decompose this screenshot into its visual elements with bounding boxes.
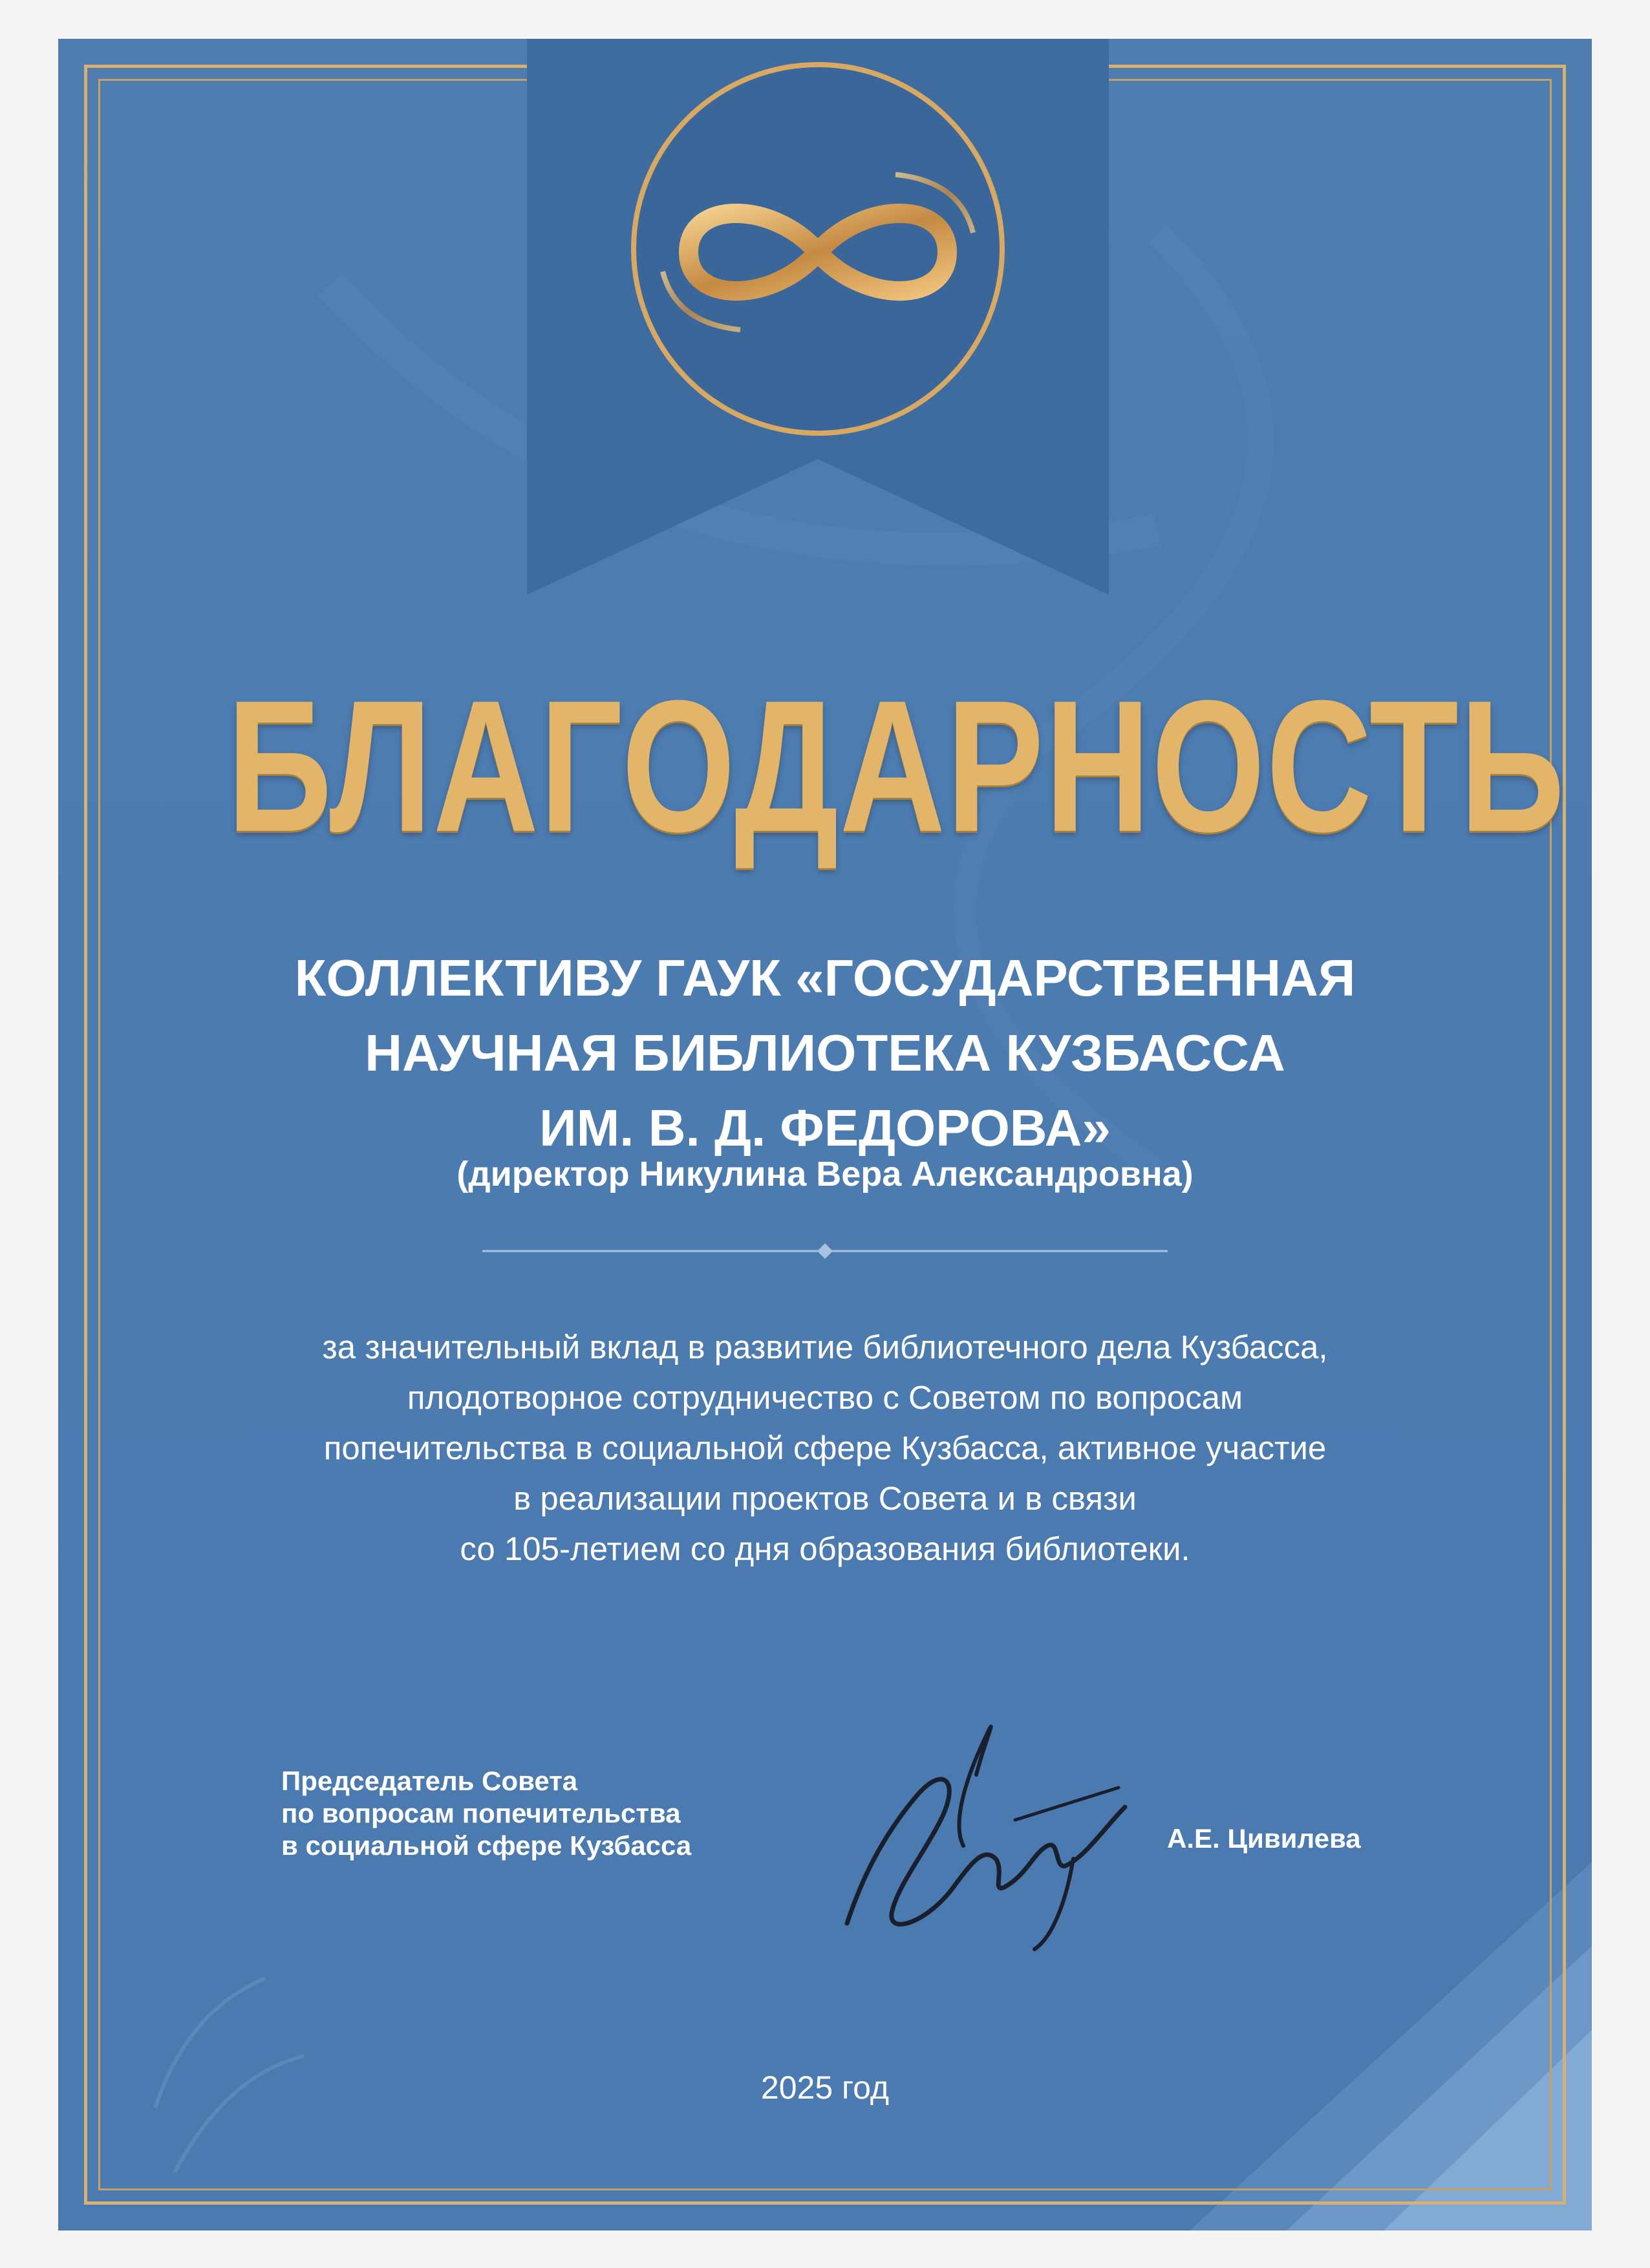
body-line: плодотворное сотрудничество с Советом по вопросам (407, 1379, 1243, 1416)
certificate-title: БЛАГОДАРНОСТЬ (226, 661, 1566, 871)
director-line: (директор Никулина Вера Александровна) (456, 1155, 1194, 1193)
recipient-line: КОЛЛЕКТИВУ ГАУК «ГОСУДАРСТВЕННАЯ (294, 949, 1356, 1007)
recipient-line: ИМ. В. Д. ФЕДОРОВА» (539, 1099, 1111, 1157)
ornamental-divider (58, 1241, 1592, 1261)
certificate (58, 39, 1592, 2231)
body-line: попечительства в социальной сфере Кузбасса, активное участие (323, 1429, 1327, 1466)
body-line: за значительный вклад в развитие библиотечного дела Кузбасса, (322, 1329, 1328, 1365)
recipient-block (58, 941, 1592, 1166)
signer-title-line: Председатель Совета (281, 1766, 578, 1796)
body-line: со 105-летием со дня образования библиотеки. (460, 1530, 1190, 1567)
signer-title-line: по вопросам попечительства (281, 1798, 681, 1828)
ribbon-emblem (527, 39, 1109, 595)
signer-title (281, 1765, 691, 1862)
body-line: в реализации проектов Совета и в связи (513, 1480, 1137, 1517)
signature-icon (821, 1691, 1157, 1962)
body-text (58, 1322, 1592, 1574)
signer-name: А.Е. Цивилева (1167, 1823, 1361, 1854)
recipient-line: НАУЧНАЯ БИБЛИОТЕКА КУЗБАССА (365, 1024, 1285, 1082)
year: 2025 год (760, 2070, 890, 2106)
signer-title-line: в социальной сфере Кузбасса (281, 1830, 692, 1861)
